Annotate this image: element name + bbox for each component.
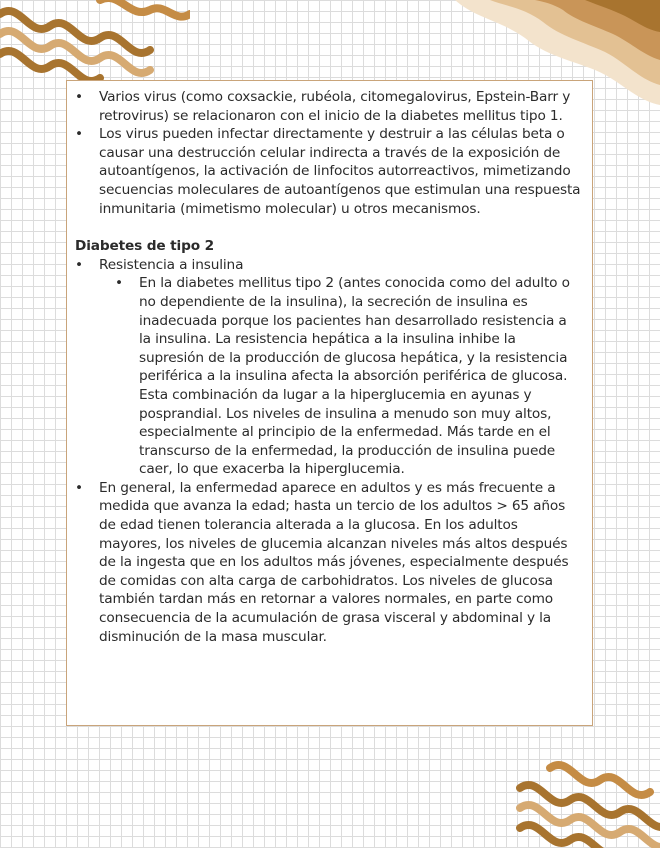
bullet-text: En general, la enfermedad aparece en adultos y es más frecuente a medida que avanza la edad; hasta un tercio de los adultos > 65 años de edad tienen tolerancia alterada a la glucosa. En los adultos mayores, los niveles de glucemia alcanzan niveles más altos después de la ingesta que en los adultos más jóvenes, especialmente después de comidas con alta carga de carbohidratos. Los niveles de glucosa también tardan más en retornar a valores normales, en parte como consecuencia de la acumulación de grasa visceral y abdominal y la disminución de la masa muscular.: [99, 479, 569, 645]
bullet-text: Los virus pueden infectar directamente y destruir a las células beta o causar una destrucción celular indirecta a través de la exposición de autoantígenos, la activación de linfocitos autorreactivos, mimetizando secuencias moleculares de autoantígenos que estimulan una respuesta inmunitaria (mimetismo molecular) u otros mecanismos.: [99, 126, 581, 217]
bullet-marker: •: [75, 256, 83, 273]
bullet-text: En la diabetes mellitus tipo 2 (antes conocida como del adulto o no dependiente de la insulina), la secreción de insulina es inadecuada porque los pacientes han desarrollado resistencia a la insulina. La resistencia hepática a la insulina inhibe la supresión de la producción de glucosa hepática, y la resistencia periférica a la insulina afecta la absorción periférica de glucosa. Esta combinación da lugar a la hiperglucemia en ayunas y posprandial. Los niveles de insulina a menudo son muy altos, especialmente al principio de la enfermedad. Más tarde en el transcurso de la enfermedad, la producción de insulina puede caer, lo que exacerba la hiperglucemia.: [139, 275, 570, 478]
bullet-text: Varios virus (como coxsackie, rubéola, citomegalovirus, Epstein-Barr y retrovirus) se relacionaron con el inicio de la diabetes mellitus tipo 1.: [99, 89, 571, 124]
bullet-text: Resistencia a insulina: [99, 256, 244, 273]
bullet-marker: •: [115, 275, 123, 292]
document-text: [75, 88, 582, 646]
content-card: [66, 80, 593, 726]
sub-bullet-item: [75, 274, 582, 479]
bullet-marker: •: [75, 479, 83, 496]
bullet-marker: •: [75, 89, 83, 105]
wave-decoration-bottom-right: [480, 728, 660, 848]
bullet-item: [75, 88, 582, 125]
bullet-item: [75, 125, 582, 218]
bullet-item: [75, 479, 582, 646]
bullet-item: [75, 256, 582, 275]
bullet-marker: •: [75, 126, 83, 143]
section-heading: Diabetes de tipo 2: [75, 238, 214, 255]
